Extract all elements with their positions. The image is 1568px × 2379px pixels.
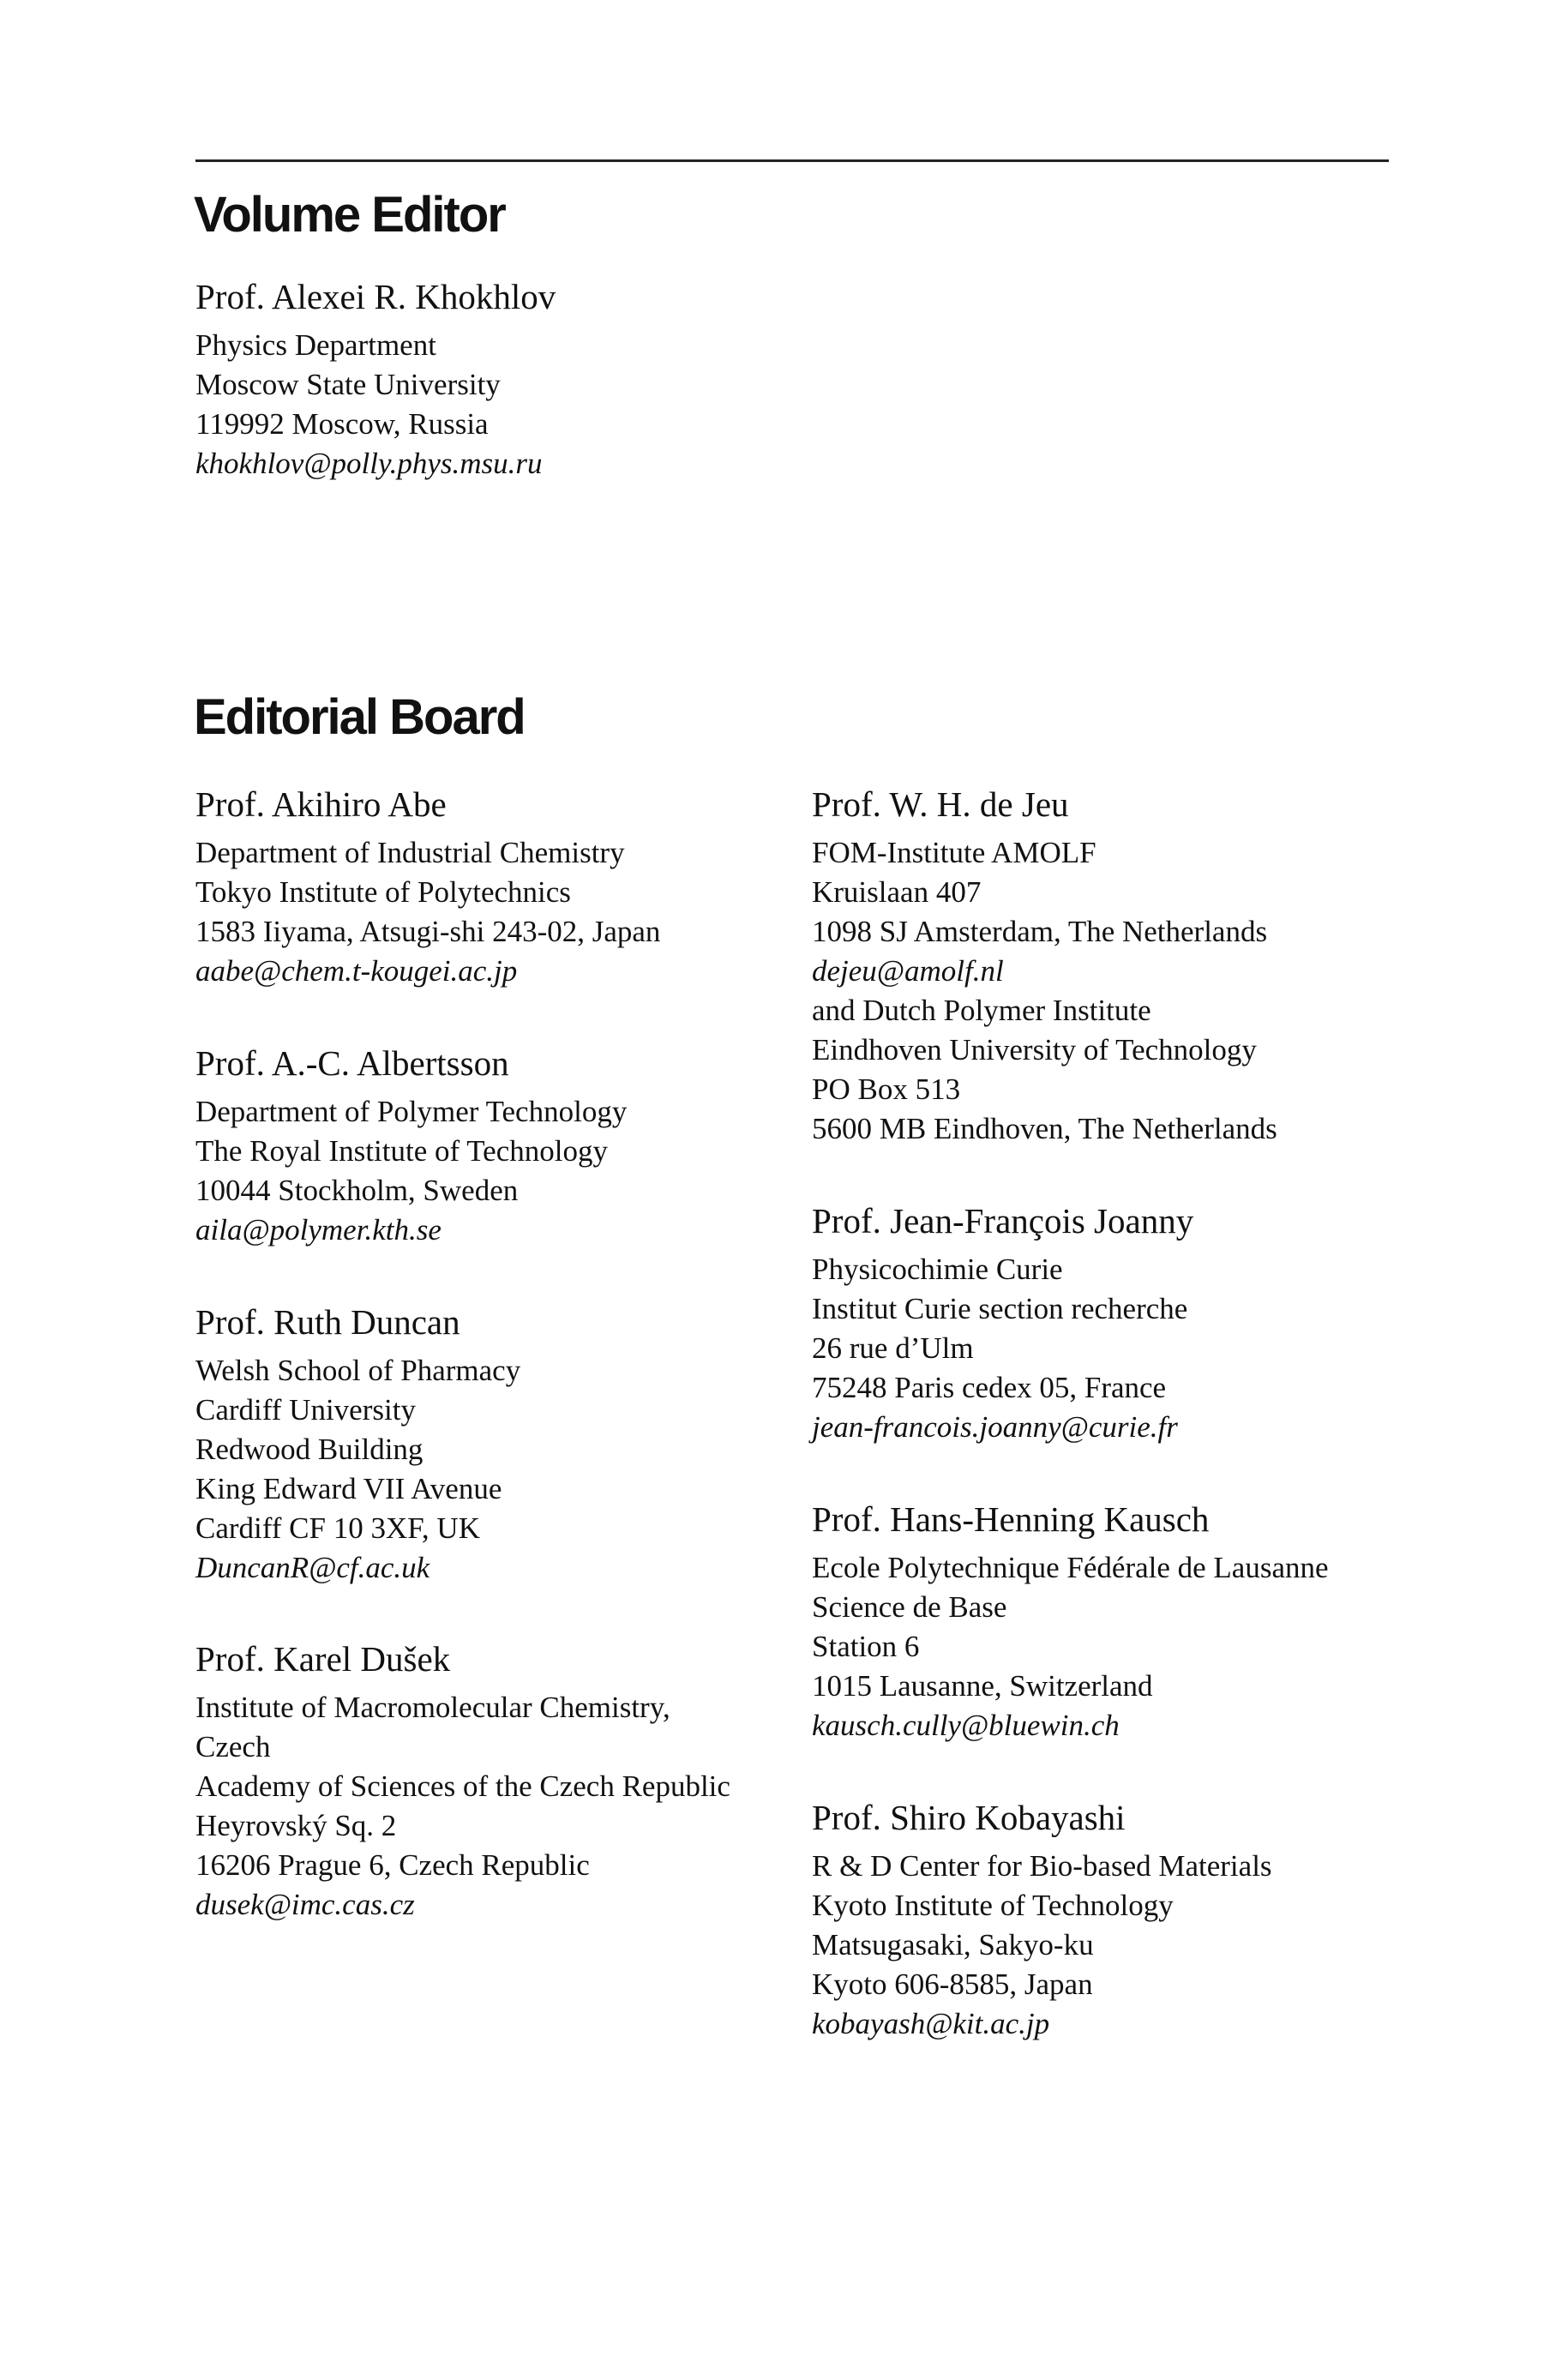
volume-editor-entry	[195, 273, 796, 484]
address-line: 16206 Prague 6, Czech Republic	[195, 1848, 590, 1882]
email-address: kobayash@kit.ac.jp	[812, 2007, 1050, 2040]
member-name: Prof. Karel Dušek	[195, 1639, 451, 1679]
board-member-dusek	[195, 1635, 796, 1925]
address-line: Matsugasaki, Sakyo-ku	[812, 1928, 1094, 1961]
email-address: dejeu@amolf.nl	[812, 954, 1004, 988]
address-line: Moscow State University	[195, 368, 501, 401]
member-name: Prof. Shiro Kobayashi	[812, 1798, 1126, 1837]
board-member-joanny	[812, 1197, 1386, 1447]
address-line: 75248 Paris cedex 05, France	[812, 1371, 1167, 1404]
address-line: Department of Industrial Chemistry	[195, 836, 625, 869]
address-line: Science de Base	[812, 1590, 1007, 1624]
email-address: aila@polymer.kth.se	[195, 1213, 442, 1247]
address-line: 1015 Lausanne, Switzerland	[812, 1669, 1153, 1703]
address-line: The Royal Institute of Technology	[195, 1134, 608, 1168]
editorial-board-heading: Editorial Board	[194, 689, 525, 745]
address-line: PO Box 513	[812, 1072, 961, 1106]
address-line: Kyoto Institute of Technology	[812, 1889, 1174, 1922]
member-name: Prof. W. H. de Jeu	[812, 784, 1069, 824]
email-address: aabe@chem.t-kougei.ac.jp	[195, 954, 518, 988]
member-name: Prof. Jean-François Joanny	[812, 1201, 1194, 1241]
volume-editor-heading: Volume Editor	[194, 187, 505, 243]
board-member-albertsson	[195, 1039, 796, 1250]
editor-name: Prof. Alexei R. Khokhlov	[195, 277, 556, 316]
address-line: King Edward VII Avenue	[195, 1472, 502, 1505]
address-line: Department of Polymer Technology	[195, 1095, 628, 1128]
address-line: Institute of Macromolecular Chemistry,	[195, 1691, 670, 1724]
address-line: Station 6	[812, 1630, 920, 1663]
board-member-duncan	[195, 1298, 796, 1588]
board-member-abe	[195, 780, 796, 991]
member-name: Prof. Hans-Henning Kausch	[812, 1499, 1210, 1539]
address-line: Physicochimie Curie	[812, 1253, 1063, 1286]
address-line: Cardiff University	[195, 1393, 416, 1427]
address-line: 5600 MB Eindhoven, The Netherlands	[812, 1112, 1277, 1145]
address-line: Eindhoven University of Technology	[812, 1033, 1257, 1066]
address-line: Kruislaan 407	[812, 875, 982, 909]
address-line: FOM-Institute AMOLF	[812, 836, 1096, 869]
address-line: Heyrovský Sq. 2	[195, 1809, 397, 1842]
address-line: 10044 Stockholm, Sweden	[195, 1174, 519, 1207]
email-address: DuncanR@cf.ac.uk	[195, 1551, 430, 1584]
address-line: 1098 SJ Amsterdam, The Netherlands	[812, 915, 1268, 948]
board-member-kausch	[812, 1495, 1386, 1745]
address-line: Czech	[195, 1730, 271, 1763]
member-name: Prof. A.-C. Albertsson	[195, 1043, 509, 1083]
email-address: dusek@imc.cas.cz	[195, 1888, 415, 1921]
address-line: Physics Department	[195, 328, 436, 362]
board-member-kobayashi	[812, 1793, 1386, 2044]
address-line: Tokyo Institute of Polytechnics	[195, 875, 571, 909]
email-address: kausch.cully@bluewin.ch	[812, 1709, 1120, 1742]
address-line: 26 rue d’Ulm	[812, 1331, 974, 1365]
member-name: Prof. Ruth Duncan	[195, 1302, 460, 1342]
address-line: 1583 Iiyama, Atsugi-shi 243-02, Japan	[195, 915, 661, 948]
email-address: khokhlov@polly.phys.msu.ru	[195, 447, 543, 480]
address-line: Cardiff CF 10 3XF, UK	[195, 1511, 480, 1545]
address-line: Kyoto 606-8585, Japan	[812, 1967, 1093, 2001]
address-line: R & D Center for Bio-based Materials	[812, 1849, 1272, 1883]
address-line: Ecole Polytechnique Fédérale de Lausanne	[812, 1551, 1329, 1584]
board-member-de-jeu	[812, 780, 1386, 1149]
email-address: jean-francois.joanny@curie.fr	[812, 1410, 1178, 1444]
top-rule	[195, 159, 1389, 162]
address-line: and Dutch Polymer Institute	[812, 994, 1151, 1027]
address-line: Institut Curie section recherche	[812, 1292, 1188, 1325]
address-line: Academy of Sciences of the Czech Republic	[195, 1769, 730, 1803]
member-name: Prof. Akihiro Abe	[195, 784, 447, 824]
address-line: Welsh School of Pharmacy	[195, 1354, 521, 1387]
address-line: Redwood Building	[195, 1433, 424, 1466]
address-line: 119992 Moscow, Russia	[195, 407, 489, 441]
